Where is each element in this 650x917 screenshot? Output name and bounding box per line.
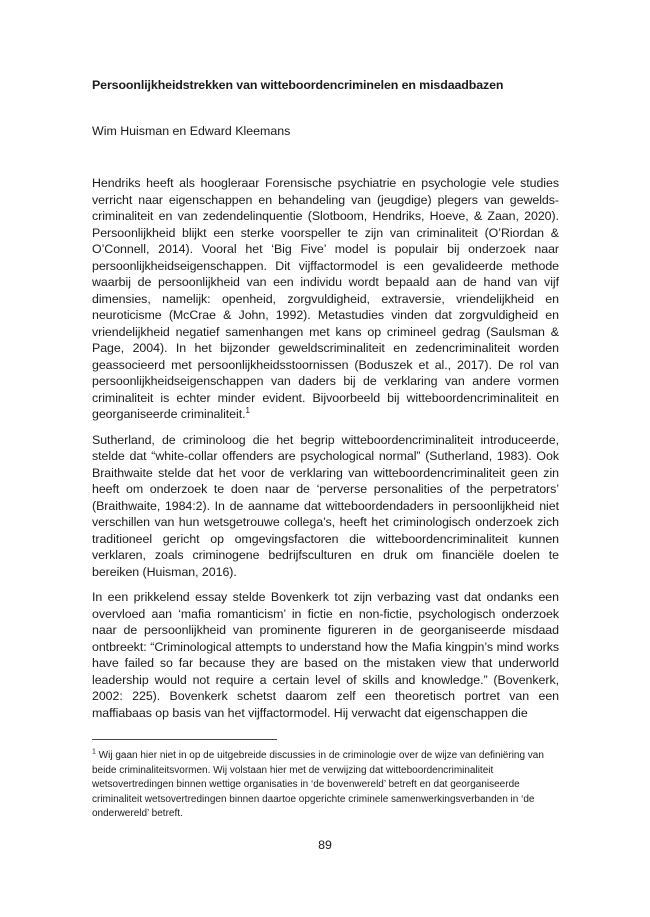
paragraph-1-text: Hendriks heeft als hoogleraar Forensische psychiatrie en psychologie vele studies verricht naar eigenschappen en behandeling van (jeugdige) plegers van gewelds-criminaliteit en van zedendelinquentie (Slotboom, Hendriks, Hoeve, & Zaan, 2020). Persoonlijkheid blijkt een sterke voorspeller te zijn van criminaliteit (O’Riordan & O’Connell, 2014). Vooral het ‘Big Five’ model is populair bij onderzoek naar persoonlijkheidseigenschappen. Dit vijffactormodel is een gevalideerde methode waarbij de persoonlijkheid van een individu wordt bepaald aan de hand van vijf dimensies, namelijk: openheid, zorgvuldigheid, extraversie, vriendelijkheid en neuroticisme (McCrae & John, 1992). Metastudies vinden dat zorgvuldigheid en vriendelijkheid negatief samenhangen met kans op crimineel gedrag (Saulsman & Page, 2004). In het bijzonder geweldscriminaliteit en zedencriminaliteit worden geassocieerd met persoonlijkheidsstoornissen (Boduszek et al., 2017). De rol van persoonlijkheidseigenschappen van daders bij de verklaring van andere vormen criminaliteit is echter minder evident. Bijvoorbeeld bij witteboordencriminaliteit en georganiseerde criminaliteit.: [92, 176, 559, 421]
footnote: [92, 749, 559, 822]
footnote-text: Wij gaan hier niet in op de uitgebreide discussies in de criminologie over de wijze van definiëring van beide criminaliteitsvormen. Wij volstaan hier met de verwijzing dat witteboordencriminaliteit wetsovertredingen binnen wettige organisaties in ‘de bovenwereld’ betreft en dat georganiseerde criminaliteit wetsovertredingen binnen daartoe opgerichte criminele samenwerkingsverbanden in ‘de onderwereld’ betreft.: [92, 750, 544, 819]
footnote-divider: [92, 739, 277, 740]
paragraph-1: [92, 175, 559, 423]
footnote-reference: 1: [245, 405, 250, 415]
paragraph-2: Sutherland, de criminoloog die het begrip witteboordencriminaliteit introduceerde, stelde dat “white-collar offenders are psychological normal” (Sutherland, 1983). Ook Braithwaite stelde dat het voor de verklaring van witteboordencriminaliteit geen zin heeft om onderzoek te doen naar de ‘perverse personalities of the perpetrators’ (Braithwaite, 1984:2). In de aanname dat witteboordendaders in persoonlijkheid niet verschillen van hun wetsgetrouwe collega’s, heeft het criminologisch onderzoek zich traditioneel gericht op omgevingsfactoren die witteboordencriminaliteit kunnen verklaren, zoals criminogene bedrijfsculturen en druk om financiële doelen te bereiken (Huisman, 2016).: [92, 432, 559, 579]
body-text: [92, 175, 559, 730]
chapter-authors: Wim Huisman en Edward Kleemans: [92, 124, 291, 138]
page-number: 89: [318, 838, 332, 852]
chapter-title: Persoonlijkheidstrekken van witteboordencriminelen en misdaadbazen: [92, 78, 504, 92]
paragraph-3: In een prikkelend essay stelde Bovenkerk tot zijn verbazing vast dat ondanks een overvloed aan ‘mafia romanticism’ in fictie en non-fictie, psychologisch onderzoek naar de persoonlijkheid van prominente figureren in de georganiseerde misdaad ontbreekt: “Criminological attempts to understand how the Mafia kingpin’s mind works have failed so far because they are based on the mistaken view that underworld leadership would not require a certain level of skills and knowledge.” (Bovenkerk, 2002: 225). Bovenkerk schetst daarom zelf een theoretisch portret van een maffiabaas op basis van het vijffactormodel. Hij verwacht dat eigenschappen die: [92, 590, 559, 720]
footnote-marker: 1: [92, 748, 96, 756]
